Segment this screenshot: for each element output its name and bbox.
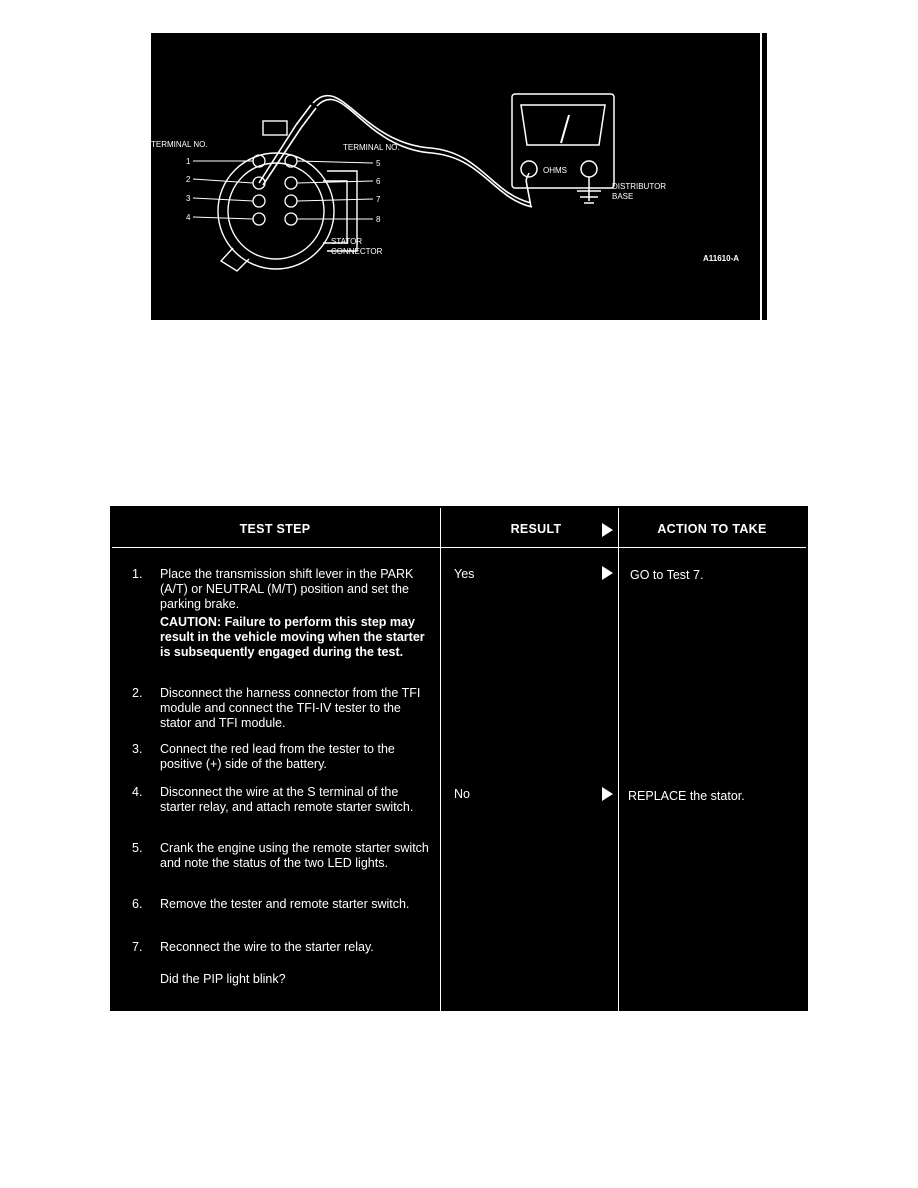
header-action: ACTION TO TAKE <box>657 522 767 536</box>
header-result: RESULT <box>510 522 562 536</box>
connector-label: CONNECTOR <box>331 247 383 256</box>
pin-label-6: 6 <box>376 177 381 186</box>
step-text: Connect the red lead from the tester to the positive (+) side of the battery. <box>160 742 395 771</box>
step-6 <box>132 897 432 912</box>
step-4 <box>132 785 432 815</box>
step-number: 2. <box>132 686 143 700</box>
result-no: No <box>454 787 470 801</box>
pin-label-3: 3 <box>186 194 191 203</box>
distributor-label: DISTRIBUTOR <box>612 182 667 191</box>
terminal-label-left: TERMINAL NO. <box>151 140 208 149</box>
step-text: Crank the engine using the remote starter switch and note the status of the two LED lights. <box>160 841 429 870</box>
action-no: REPLACE the stator. <box>628 789 745 803</box>
step-text: Reconnect the wire to the starter relay. <box>160 940 374 954</box>
column-divider-2 <box>618 508 619 1011</box>
base-label: BASE <box>612 192 634 201</box>
step-number: 3. <box>132 742 143 756</box>
pin-label-8: 8 <box>376 215 381 224</box>
step-text: Disconnect the wire at the S terminal of the starter relay, and attach remote starter switch. <box>160 785 414 814</box>
step-number: 7. <box>132 940 143 954</box>
result-yes: Yes <box>454 567 475 581</box>
step-1 <box>132 567 432 612</box>
step-2 <box>132 686 432 731</box>
caution-note: CAUTION: Failure to perform this step may result in the vehicle moving when the starter is subsequently engaged during the test. <box>160 615 425 659</box>
action-yes: GO to Test 7. <box>630 568 704 582</box>
header-test-step: TEST STEP <box>239 522 311 536</box>
header-arrow-icon <box>602 523 613 537</box>
terminal-label-right: TERMINAL NO. <box>343 143 400 152</box>
diagram-svg <box>151 33 767 320</box>
step-text: Disconnect the harness connector from the TFI module and connect the TFI-IV tester to the stator and TFI module. <box>160 686 421 730</box>
result-arrow-icon <box>602 787 613 801</box>
step-number: 6. <box>132 897 143 911</box>
step-text: Remove the tester and remote starter switch. <box>160 897 410 911</box>
final-question: Did the PIP light blink? <box>160 972 286 986</box>
ohms-label: OHMS <box>543 166 567 175</box>
step-number: 5. <box>132 841 143 855</box>
step-text: Place the transmission shift lever in the PARK (A/T) or NEUTRAL (M/T) position and set the parking brake. <box>160 567 414 611</box>
ground-icon <box>577 177 601 203</box>
result-arrow-icon <box>602 566 613 580</box>
step-5 <box>132 841 432 871</box>
stator-label: STATOR <box>331 237 363 246</box>
test-step-table <box>109 505 809 1012</box>
step-number: 4. <box>132 785 143 799</box>
pin-label-2: 2 <box>186 175 191 184</box>
stator-test-diagram <box>151 33 767 320</box>
pin-label-5: 5 <box>376 159 381 168</box>
header-divider <box>112 547 806 548</box>
figure-id: A11610-A <box>703 254 740 263</box>
pin-label-7: 7 <box>376 195 381 204</box>
pin-label-4: 4 <box>186 213 191 222</box>
step-number: 1. <box>132 567 143 581</box>
column-divider-1 <box>440 508 441 1011</box>
pin-label-1: 1 <box>186 157 191 166</box>
step-3 <box>132 742 432 772</box>
step-7 <box>132 940 432 955</box>
